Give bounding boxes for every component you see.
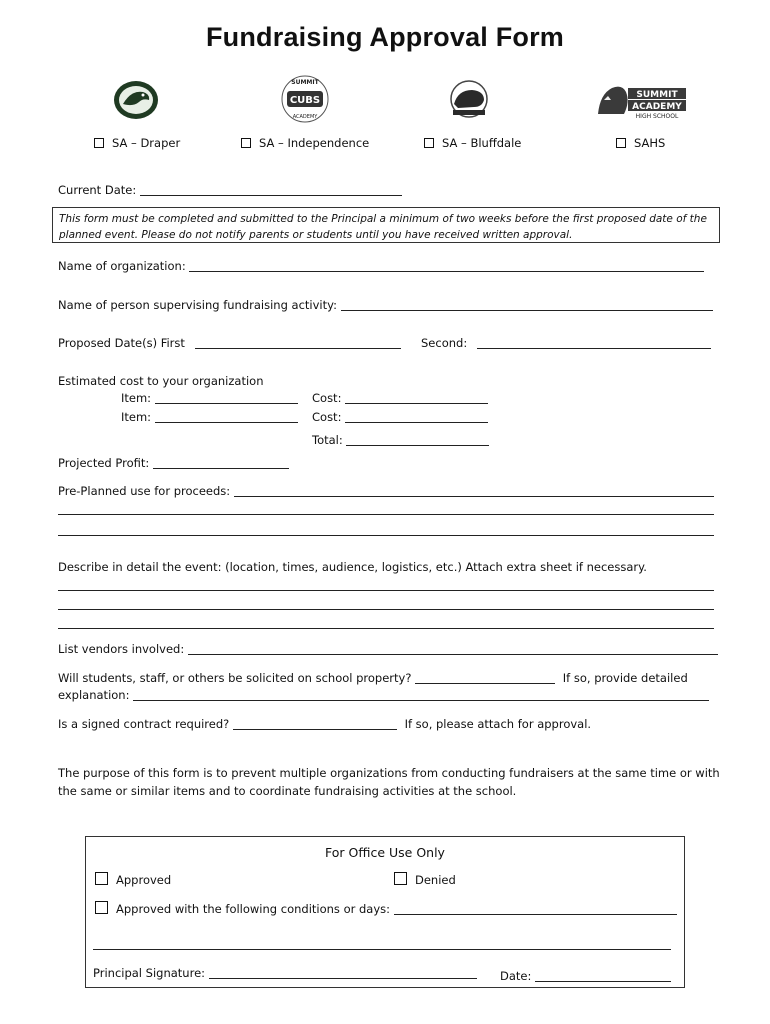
current-date-field[interactable]: [140, 184, 402, 196]
org-name-field[interactable]: [189, 260, 704, 272]
contract-field[interactable]: [233, 718, 397, 730]
explanation-label: explanation:: [58, 688, 130, 702]
school-option-independence[interactable]: [241, 136, 369, 150]
projected-profit-field[interactable]: [153, 457, 289, 469]
checkbox-icon[interactable]: [424, 138, 434, 148]
school-option-sahs[interactable]: [616, 136, 665, 150]
checkbox-icon[interactable]: [95, 901, 108, 914]
total-label: Total:: [312, 433, 343, 447]
vendors-label: List vendors involved:: [58, 642, 185, 656]
svg-text:SUMMIT: SUMMIT: [636, 90, 678, 100]
proposed-second-label: Second:: [421, 336, 468, 350]
if-so-detailed-label: If so, provide detailed: [562, 671, 688, 685]
item-field[interactable]: [155, 392, 298, 404]
office-use-heading: For Office Use Only: [325, 845, 445, 860]
estimated-cost-label: Estimated cost to your organization: [58, 374, 264, 388]
approved-conditions-label: Approved with the following conditions or days:: [116, 902, 391, 916]
purpose-line-1: The purpose of this form is to prevent multiple organizations from conducting fundraisers at the same time or with: [58, 766, 720, 780]
approved-label: Approved: [116, 873, 172, 887]
explanation-row: [58, 688, 709, 702]
org-name-row: [58, 259, 704, 273]
explanation-field[interactable]: [133, 689, 709, 701]
proposed-first-label: Proposed Date(s) First: [58, 336, 185, 350]
approved-conditions-field[interactable]: [394, 903, 677, 915]
if-so-attach-label: If so, please attach for approval.: [404, 717, 592, 731]
describe-line[interactable]: [58, 609, 714, 610]
solicited-field[interactable]: [415, 672, 555, 684]
item-field[interactable]: [155, 411, 298, 423]
notice-box: [52, 207, 720, 243]
describe-line[interactable]: [58, 590, 714, 591]
summit-cubs-logo-icon: [280, 74, 330, 127]
notice-line-2: planned event. Please do not notify parents or students until you have received written approval.: [59, 229, 573, 241]
office-date-label: Date:: [500, 969, 532, 983]
solicited-row: [58, 671, 688, 685]
solicited-label: Will students, staff, or others be solicited on school property?: [58, 671, 412, 685]
svg-text:ACADEMY: ACADEMY: [632, 102, 682, 112]
bluffdale-bison-logo-icon: [444, 80, 494, 121]
vendors-field[interactable]: [188, 643, 718, 655]
school-label: SA – Independence: [259, 136, 370, 150]
item-row-2: [121, 410, 298, 424]
school-option-draper[interactable]: [94, 136, 180, 150]
checkbox-icon[interactable]: [241, 138, 251, 148]
page-title: Fundraising Approval Form: [205, 22, 565, 52]
contract-label: Is a signed contract required?: [58, 717, 230, 731]
supervisor-row: [58, 298, 713, 312]
checkbox-icon[interactable]: [394, 872, 407, 885]
sahs-bear-logo-icon: [596, 80, 688, 123]
current-date-row: [58, 183, 402, 197]
notice-line-1: This form must be completed and submitted to the Principal a minimum of two weeks before the first proposed date of the: [59, 213, 707, 225]
total-row: [312, 433, 489, 447]
checkbox-icon[interactable]: [95, 872, 108, 885]
cost-field[interactable]: [345, 392, 488, 404]
svg-text:SUMMIT: SUMMIT: [291, 79, 319, 86]
cost-field[interactable]: [345, 411, 488, 423]
principal-signature-label: Principal Signature:: [93, 966, 206, 980]
school-option-bluffdale[interactable]: [424, 136, 521, 150]
principal-signature-row: [93, 966, 477, 980]
office-date-field[interactable]: [535, 970, 671, 982]
proposed-second-field[interactable]: [477, 337, 711, 349]
preplanned-row: [58, 484, 714, 498]
approved-option[interactable]: [95, 872, 171, 887]
total-field[interactable]: [346, 434, 489, 446]
proposed-first-row: [58, 336, 401, 350]
supervisor-field[interactable]: [341, 299, 713, 311]
current-date-label: Current Date:: [58, 183, 137, 197]
denied-label: Denied: [415, 873, 456, 887]
item-label: Item:: [121, 391, 152, 405]
projected-profit-row: [58, 456, 289, 470]
preplanned-line[interactable]: [58, 514, 714, 515]
conditions-line[interactable]: [93, 949, 671, 950]
svg-text:CUBS: CUBS: [289, 95, 321, 106]
contract-row: [58, 717, 591, 731]
item-row-1: [121, 391, 298, 405]
purpose-line-2: the same or similar items and to coordinate fundraising activities at the school.: [58, 784, 517, 798]
proposed-second-row: [421, 336, 711, 350]
preplanned-field[interactable]: [234, 485, 714, 497]
org-name-label: Name of organization:: [58, 259, 186, 273]
item-label: Item:: [121, 410, 152, 424]
describe-label: Describe in detail the event: (location, times, audience, logistics, etc.) Attach extra sheet if necessary.: [58, 560, 647, 574]
projected-profit-label: Projected Profit:: [58, 456, 150, 470]
school-label: SAHS: [634, 136, 666, 150]
preplanned-label: Pre-Planned use for proceeds:: [58, 484, 231, 498]
proposed-first-field[interactable]: [195, 337, 401, 349]
office-date-row: [500, 969, 671, 983]
svg-text:HIGH SCHOOL: HIGH SCHOOL: [635, 113, 679, 120]
office-use-box: [85, 836, 685, 988]
supervisor-label: Name of person supervising fundraising activity:: [58, 298, 337, 312]
denied-option[interactable]: [394, 872, 456, 887]
checkbox-icon[interactable]: [94, 138, 104, 148]
school-label: SA – Bluffdale: [442, 136, 522, 150]
cost-row-2: [312, 410, 488, 424]
vendors-row: [58, 642, 718, 656]
svg-text:ACADEMY: ACADEMY: [292, 114, 318, 120]
cost-row-1: [312, 391, 488, 405]
school-label: SA – Draper: [112, 136, 181, 150]
checkbox-icon[interactable]: [616, 138, 626, 148]
approved-conditions-option[interactable]: [95, 901, 677, 916]
cost-label: Cost:: [312, 391, 342, 405]
cost-label: Cost:: [312, 410, 342, 424]
principal-signature-field[interactable]: [209, 967, 477, 979]
describe-line[interactable]: [58, 628, 714, 629]
draper-eagle-logo-icon: [113, 80, 159, 123]
preplanned-line[interactable]: [58, 535, 714, 536]
